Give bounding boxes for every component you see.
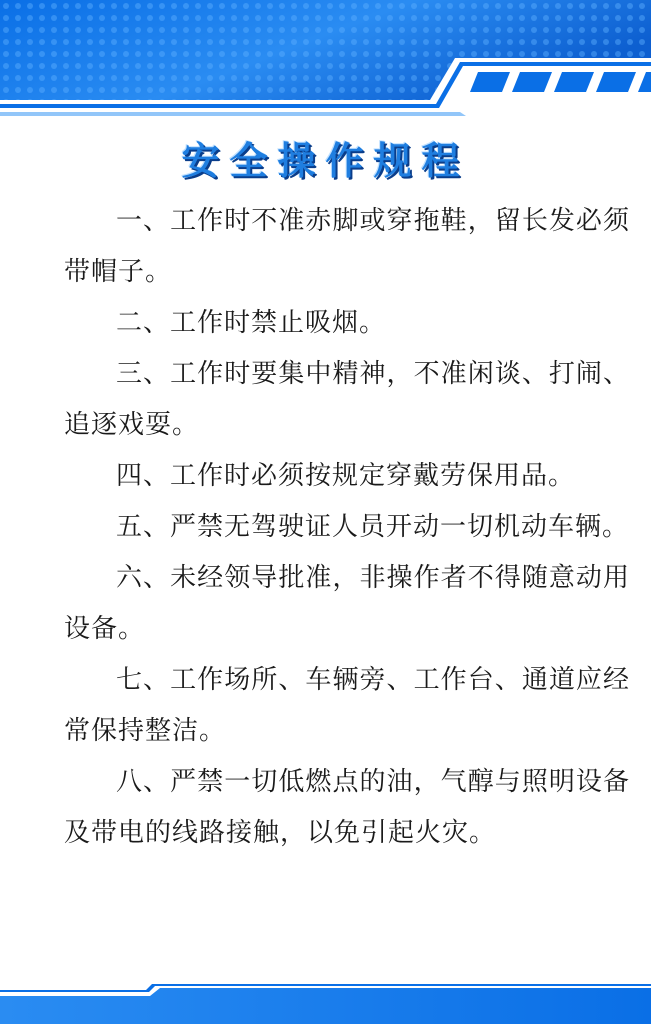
rule-item: 二、工作时禁止吸烟。: [116, 308, 387, 338]
page-title: 安全操作规程: [181, 139, 470, 183]
rule-item: 七、工作场所、车辆旁、工作台、通道应经常保持整洁。: [64, 665, 630, 746]
rule-item: 三、工作时要集中精神，不准闲谈、打闹、追逐戏耍。: [64, 359, 630, 440]
rules-list: [64, 196, 630, 859]
rule-item: 八、严禁一切低燃点的油，气醇与照明设备及带电的线路接触，以免引起火灾。: [64, 767, 630, 848]
rule-item: 一、工作时不准赤脚或穿拖鞋，留长发必须带帽子。: [64, 206, 630, 287]
footer-banner: [0, 974, 651, 1024]
rule-item: 五、严禁无驾驶证人员开动一切机动车辆。: [116, 512, 630, 542]
header-banner: [0, 0, 651, 125]
rule-item: 六、未经领导批准，非操作者不得随意动用设备。: [64, 563, 630, 644]
rule-item: 四、工作时必须按规定穿戴劳保用品。: [116, 461, 576, 491]
